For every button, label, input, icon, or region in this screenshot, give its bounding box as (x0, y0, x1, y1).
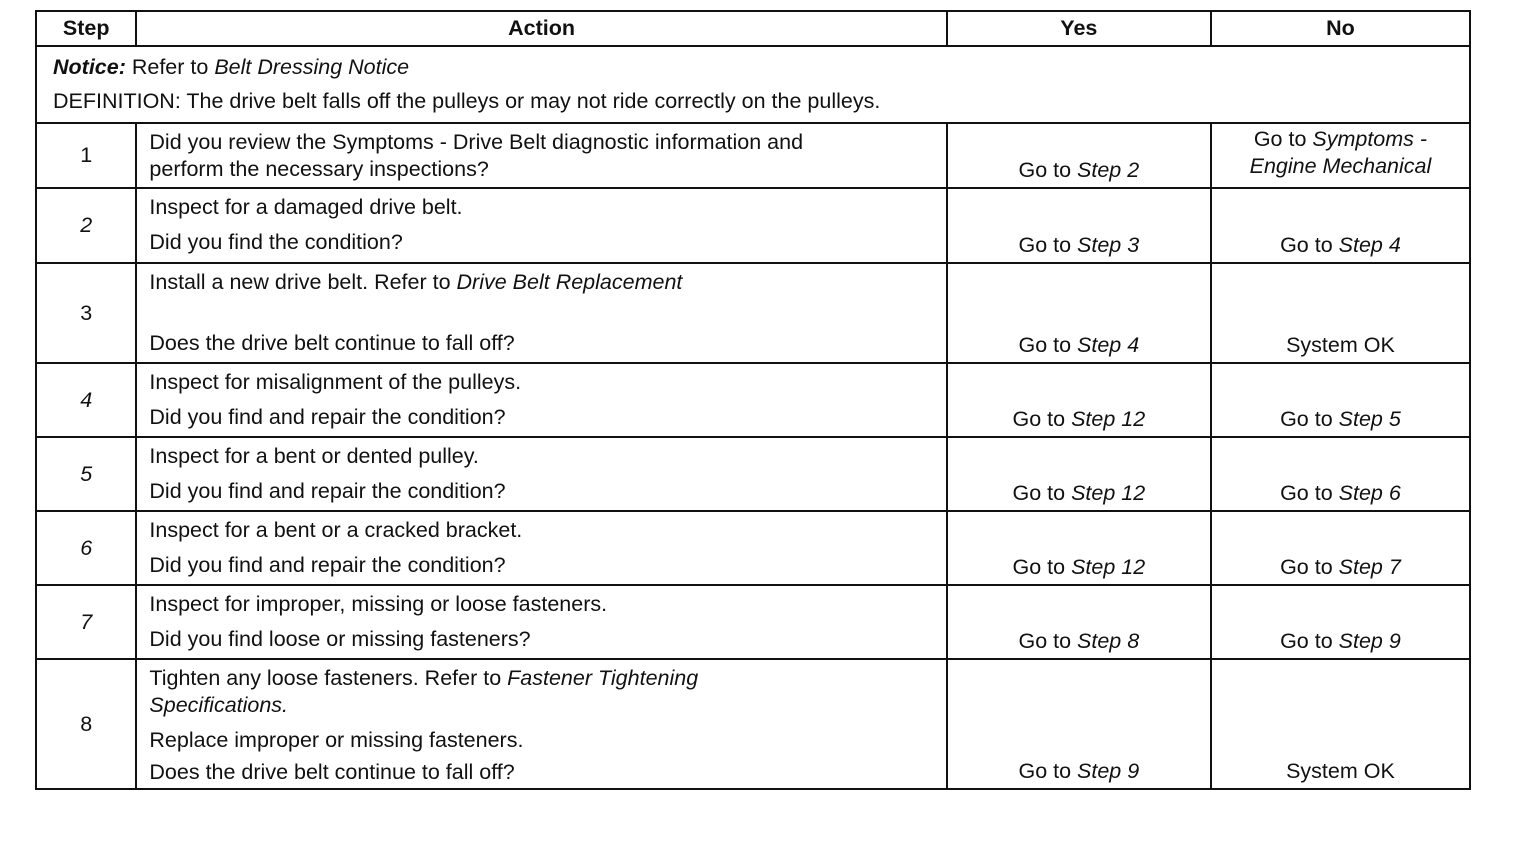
notice-cell (36, 46, 1470, 123)
yes-prefix: Go to (1012, 407, 1072, 431)
action-question: Did you find and repair the condition? (149, 405, 506, 429)
no-step-link: Step 9 (1338, 629, 1401, 653)
no-prefix: Go to (1280, 555, 1339, 579)
no-step-link: Step 4 (1338, 233, 1401, 257)
yes-step-link: Step 12 (1071, 407, 1146, 431)
no-ref-link: Symptoms - (1312, 127, 1428, 151)
header-no: No (1211, 11, 1470, 46)
action-question: Did you find the condition? (149, 230, 403, 254)
table-row (36, 659, 1470, 789)
table-row (36, 363, 1470, 437)
no-cell (1211, 511, 1470, 585)
yes-prefix: Go to (1012, 481, 1072, 505)
header-yes: Yes (947, 11, 1211, 46)
yes-cell (947, 437, 1211, 511)
yes-cell (947, 188, 1211, 263)
action-text: perform the necessary inspections? (149, 157, 489, 181)
no-cell: System OK (1211, 263, 1470, 363)
step-number: 2 (36, 188, 136, 263)
yes-cell (947, 363, 1211, 437)
no-prefix: Go to (1253, 127, 1313, 151)
header-row (36, 11, 1470, 46)
yes-step-link: Step 9 (1077, 759, 1140, 783)
step-number: 4 (36, 363, 136, 437)
action-question: Does the drive belt continue to fall off? (149, 331, 515, 355)
action-text (149, 269, 935, 296)
action-cell (136, 263, 946, 363)
step-number: 8 (36, 659, 136, 789)
no-cell (1211, 585, 1470, 659)
step-number: 5 (36, 437, 136, 511)
action-cell (136, 659, 946, 789)
action-cell (136, 437, 946, 511)
action-cell (136, 188, 946, 263)
action-ref-link: Fastener Tightening (507, 666, 699, 690)
notice-link: Belt Dressing Notice (214, 55, 410, 79)
no-step-link: Step 7 (1338, 555, 1401, 579)
yes-cell (947, 585, 1211, 659)
yes-prefix: Go to (1018, 333, 1078, 357)
no-ref-link-2: Engine Mechanical (1249, 154, 1432, 178)
step-number: 7 (36, 585, 136, 659)
action-question: Did you find and repair the condition? (149, 553, 506, 577)
step-number: 3 (36, 263, 136, 363)
action-question: Did you find and repair the condition? (149, 479, 506, 503)
action-cell (136, 585, 946, 659)
no-cell (1211, 437, 1470, 511)
yes-step-link: Step 12 (1071, 481, 1146, 505)
table-row (36, 437, 1470, 511)
yes-step-link: Step 3 (1077, 233, 1140, 257)
no-cell: System OK (1211, 659, 1470, 789)
yes-prefix: Go to (1018, 629, 1078, 653)
action-cell (136, 511, 946, 585)
action-text-cont (149, 692, 935, 719)
action-question: Did you find loose or missing fasteners? (149, 627, 531, 651)
no-cell (1211, 188, 1470, 263)
action-text: Did you review the Symptoms - Drive Belt diagnostic information and (149, 130, 804, 154)
yes-step-link: Step 2 (1077, 158, 1140, 182)
no-step-link: Step 5 (1338, 407, 1401, 431)
table-row (36, 188, 1470, 263)
yes-cell (947, 511, 1211, 585)
action-cell (136, 363, 946, 437)
action-text-2: Replace improper or missing fasteners. (149, 728, 524, 752)
action-prefix: Tighten any loose fasteners. Refer to (149, 666, 508, 690)
yes-step-link: Step 8 (1077, 629, 1140, 653)
table-row (36, 263, 1470, 363)
step-number: 1 (36, 123, 136, 188)
no-step-link: Step 6 (1338, 481, 1401, 505)
yes-prefix: Go to (1012, 555, 1072, 579)
no-line-1 (1212, 126, 1469, 153)
action-text: Inspect for a damaged drive belt. (149, 195, 463, 219)
action-text: Inspect for a bent or dented pulley. (149, 444, 479, 468)
yes-step-link: Step 12 (1071, 555, 1146, 579)
action-text: Inspect for a bent or a cracked bracket. (149, 518, 523, 542)
no-prefix: Go to (1280, 481, 1339, 505)
yes-prefix: Go to (1018, 233, 1078, 257)
table-row (36, 511, 1470, 585)
action-question: Does the drive belt continue to fall off? (149, 760, 515, 784)
table-row (36, 585, 1470, 659)
yes-prefix: Go to (1018, 759, 1078, 783)
notice-row (36, 46, 1470, 123)
diagnostic-table (35, 10, 1471, 790)
notice-text: Refer to (125, 55, 215, 79)
action-text: Inspect for improper, missing or loose fasteners. (149, 592, 608, 616)
no-line-2 (1212, 153, 1469, 180)
yes-prefix: Go to (1018, 158, 1078, 182)
yes-cell (947, 263, 1211, 363)
definition-text: DEFINITION: The drive belt falls off the pulleys or may not ride correctly on the pulleys. (53, 89, 881, 113)
notice-label: Notice: (53, 55, 126, 79)
no-prefix: Go to (1280, 233, 1339, 257)
action-ref-link: Drive Belt Replacement (456, 270, 683, 294)
no-cell (1211, 123, 1470, 188)
header-step: Step (36, 11, 136, 46)
step-number: 6 (36, 511, 136, 585)
action-ref-link-2: Specifications. (149, 693, 289, 717)
notice-line (53, 50, 1457, 84)
action-cell (136, 123, 946, 188)
table-row (36, 123, 1470, 188)
yes-step-link: Step 4 (1077, 333, 1140, 357)
action-text: Inspect for misalignment of the pulleys. (149, 370, 522, 394)
no-cell (1211, 363, 1470, 437)
yes-cell (947, 659, 1211, 789)
header-action: Action (136, 11, 946, 46)
yes-cell (947, 123, 1211, 188)
no-prefix: Go to (1280, 407, 1339, 431)
action-text (149, 665, 935, 692)
no-prefix: Go to (1280, 629, 1339, 653)
action-prefix: Install a new drive belt. Refer to (149, 270, 457, 294)
